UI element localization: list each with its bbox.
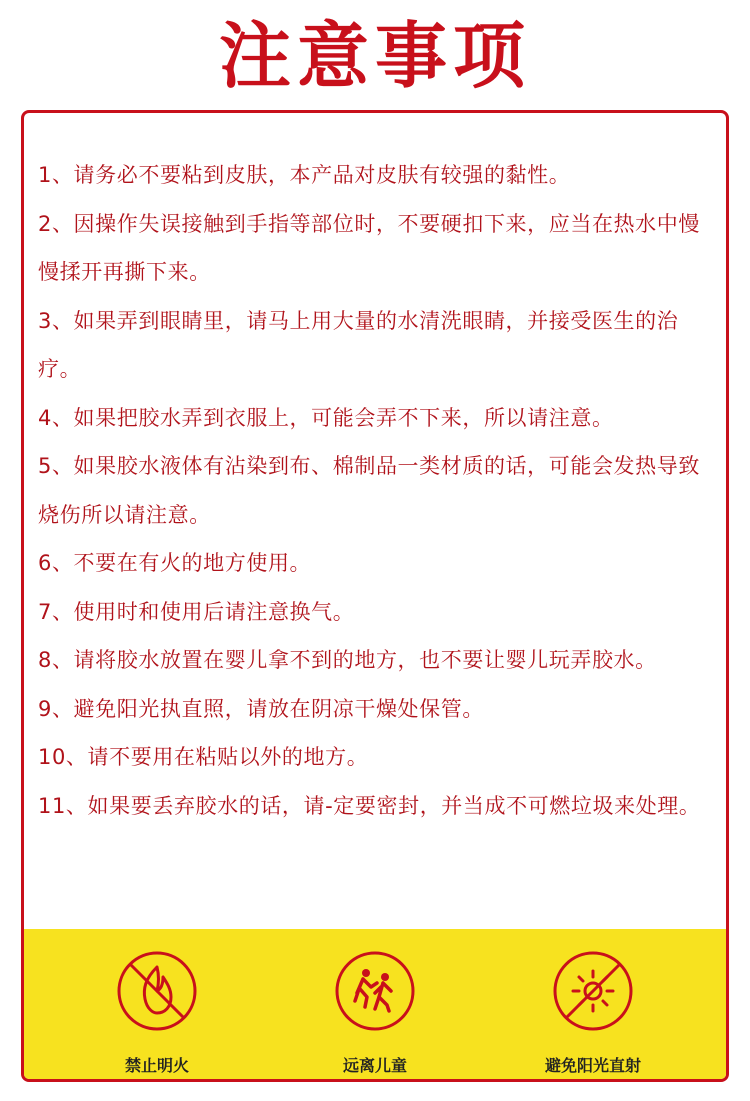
icon-label: 避免阳光直射 (544, 1056, 641, 1075)
notice-frame (21, 110, 729, 1082)
note-item: 11、如果要丢弃胶水的话，请-定要密封，并当成不可燃垃圾来处理。 (38, 793, 701, 818)
note-item: 9、避免阳光执直照，请放在阴凉干燥处保管。 (38, 696, 484, 721)
icon-label: 禁止明火 (124, 1056, 189, 1075)
icon-item-keep-away-children (275, 929, 475, 1079)
note-item: 8、请将胶水放置在婴儿拿不到的地方，也不要让婴儿玩弄胶水。 (38, 648, 657, 672)
note-item: 5、如果胶水液体有沾染到布、棉制品一类材质的话，可能会发热导致烧伤所以请注意。 (38, 454, 700, 527)
note-item: 2、因操作失误接触到手指等部位时，不要硬扣下来，应当在热水中慢慢揉开再撕下来。 (38, 211, 700, 284)
note-item: 7、使用时和使用后请注意换气。 (38, 599, 355, 624)
icon-item-no-sunlight (493, 929, 693, 1079)
notes-list (38, 151, 710, 830)
note-item: 3、如果弄到眼睛里，请马上用大量的水清洗眼睛，并接受医生的治疗。 (38, 308, 679, 381)
page-title: 注意事项 (218, 14, 531, 98)
note-item: 4、如果把胶水弄到衣服上，可能会弄不下来，所以请注意。 (38, 405, 614, 430)
keep-away-children-icon (333, 949, 417, 1033)
note-item: 1、请务必不要粘到皮肤，本产品对皮肤有较强的黏性。 (38, 163, 571, 187)
no-fire-icon (115, 949, 199, 1033)
no-sunlight-icon (551, 949, 635, 1033)
icon-label: 远离儿童 (342, 1056, 407, 1075)
warning-icon-band (24, 929, 726, 1079)
icon-item-no-fire (57, 929, 257, 1079)
note-item: 10、请不要用在粘贴以外的地方。 (38, 745, 369, 769)
note-item: 6、不要在有火的地方使用。 (38, 551, 312, 575)
